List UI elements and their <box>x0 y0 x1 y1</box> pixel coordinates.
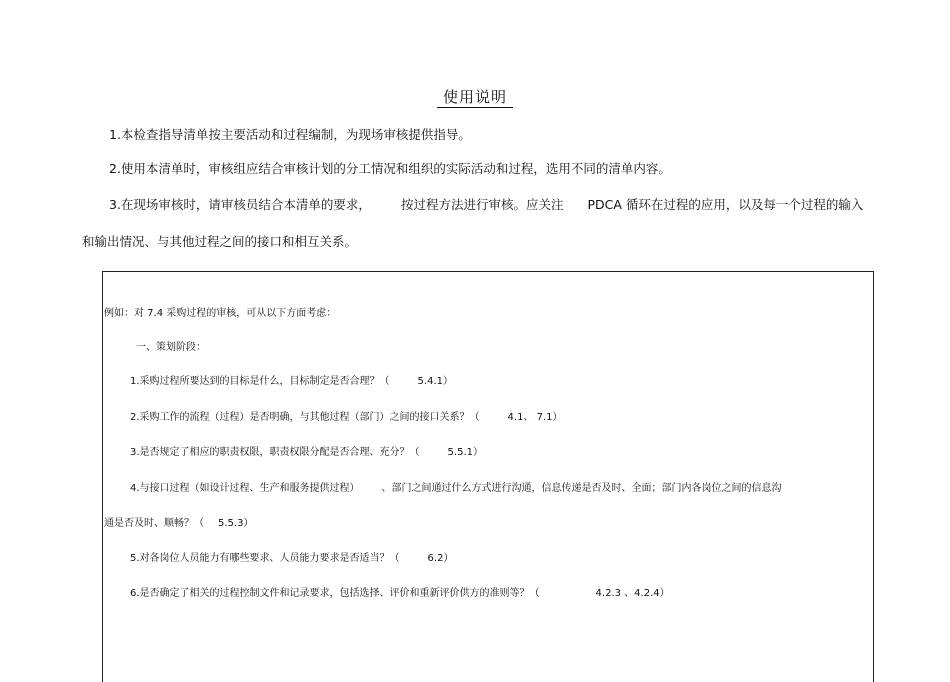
example-item-5: 5.对各岗位人员能力有哪些要求、人员能力要求是否适当？（ 6.2） <box>130 553 454 564</box>
instruction-3: 3.在现场审核时，请审核员结合本清单的要求， 按过程方法进行审核。应关注 PDCA 循环在过程的应用，以及每一个过程的输入 <box>109 197 864 212</box>
example-item-4-continued: 通是否及时、顺畅？（ 5.5.3） <box>104 518 254 529</box>
instruction-2: 2.使用本清单时，审核组应结合审核计划的分工情况和组织的实际活动和过程，选用不同的清单内容。 <box>109 161 671 176</box>
example-item-6: 6.是否确定了相关的过程控制文件和记录要求，包括选择、评价和重新评价供方的准则等？（ 4.2.3 、4.2.4） <box>130 588 670 599</box>
instruction-1: 1.本检查指导清单按主要活动和过程编制，为现场审核提供指导。 <box>109 127 471 142</box>
example-item-3: 3.是否规定了相应的职责权限，职责权限分配是否合理、充分？（ 5.5.1） <box>130 447 483 458</box>
instruction-3-continued: 和输出情况、与其他过程之间的接口和相互关系。 <box>82 234 358 249</box>
example-intro: 例如：对 7.4 采购过程的审核，可从以下方面考虑： <box>104 308 337 319</box>
example-box <box>102 271 874 682</box>
example-item-1: 1.采购过程所要达到的目标是什么，目标制定是否合理？（ 5.4.1） <box>130 376 453 387</box>
example-item-2: 2.采购工作的流程（过程）是否明确，与其他过程（部门）之间的接口关系？（ 4.1、 7.1） <box>130 412 563 423</box>
page-title: 使用说明 <box>0 86 950 108</box>
phase-heading: 一、策划阶段： <box>136 342 206 353</box>
example-item-4: 4.与接口过程（如设计过程、生产和服务提供过程） 、部门之间通过什么方式进行沟通，信息传递是否及时、全面；部门内各岗位之间的信息沟 <box>130 483 782 494</box>
